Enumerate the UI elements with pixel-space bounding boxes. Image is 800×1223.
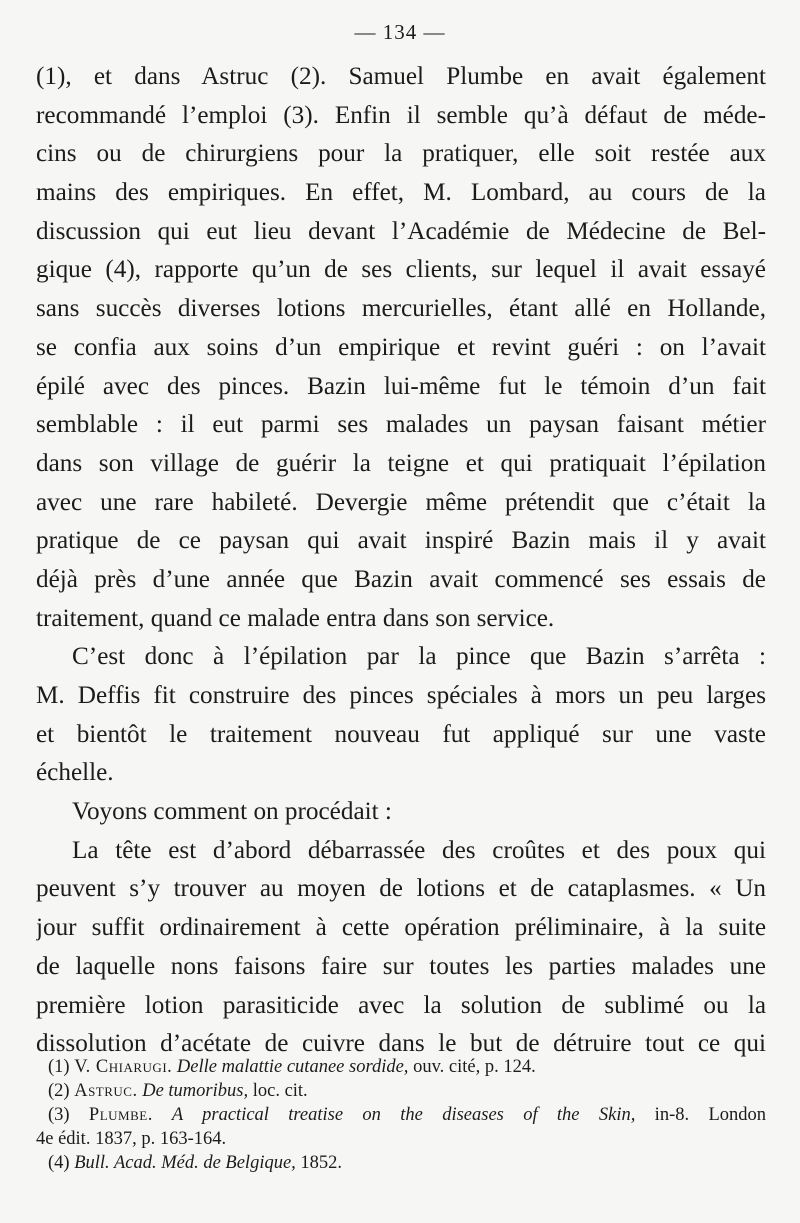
text-line: recommandé l’emploi (3). Enfin il semble qu’à défaut de méde- (36, 101, 766, 129)
footnote (36, 1055, 766, 1079)
footnote (36, 1127, 766, 1151)
text-line: échelle. (36, 759, 114, 787)
text-line: et bientôt le traitement nouveau fut appliqué sur une vaste (36, 720, 766, 748)
footnote (36, 1103, 766, 1127)
text-line: déjà près d’une année que Bazin avait commencé ses essais de (36, 565, 766, 593)
footnote (36, 1151, 766, 1175)
text-line: sans succès diverses lotions mercurielles, étant allé en Hollande, (36, 295, 766, 323)
footnote-marker: (4) (48, 1153, 75, 1173)
body-text (36, 58, 766, 1064)
footnote-marker: (2) (48, 1081, 75, 1101)
footnote-marker: (3) (48, 1105, 89, 1125)
footnotes (36, 1055, 766, 1175)
text-line: dans son village de guérir la teigne et qui pratiquait l’épilation (36, 449, 766, 477)
footnote-citation: loc. cit. (248, 1081, 308, 1101)
text-line: épilé avec des pinces. Bazin lui-même fut le témoin d’un fait (36, 372, 766, 400)
footnote-author: Plumbe. (88, 1105, 153, 1125)
footnote-title: De tumoribus, (137, 1081, 249, 1101)
text-line: C’est donc à l’épilation par la pince que Bazin s’arrêta : (72, 643, 766, 671)
text-line: gique (4), rapporte qu’un de ses clients, sur lequel il avait essayé (36, 256, 766, 284)
text-line: de laquelle nons faisons faire sur toutes les parties malades une (36, 952, 766, 980)
page-number: — 134 — (354, 20, 446, 44)
text-line: pratique de ce paysan qui avait inspiré Bazin mais il y avait (36, 527, 766, 555)
text-line: discussion qui eut lieu devant l’Académie de Médecine de Bel- (36, 217, 766, 245)
text-line: avec une rare habileté. Devergie même prétendit que c’était la (36, 488, 766, 516)
text-line: mains des empiriques. En effet, M. Lombard, au cours de la (36, 179, 766, 207)
footnote-marker: (1) (48, 1057, 75, 1077)
text-line: cins ou de chirurgiens pour la pratiquer, elle soit restée aux (36, 140, 766, 168)
footnote-citation: 4e édit. 1837, p. 163-164. (36, 1129, 227, 1149)
footnote-citation: 1852. (295, 1153, 343, 1173)
footnote-author: Astruc. (74, 1081, 138, 1101)
text-line: M. Deffis fit construire des pinces spéciales à mors un peu larges (36, 682, 766, 709)
text-line: (1), et dans Astruc (2). Samuel Plumbe en avait également (36, 63, 766, 90)
text-line: se confia aux soins d’un empirique et revint guéri : on l’avait (36, 333, 766, 361)
text-line: traitement, quand ce malade entra dans son service. (36, 604, 555, 632)
footnote-citation: in-8. London (635, 1105, 766, 1125)
text-line: première lotion parasiticide avec la solution de sublimé ou la (36, 991, 766, 1019)
text-line: peuvent s’y trouver au moyen de lotions et de cataplasmes. « Un (36, 875, 766, 903)
footnote-title: Bull. Acad. Méd. de Belgique, (74, 1153, 296, 1173)
footnote-title: Delle malattie cutanee sordide, (172, 1057, 409, 1077)
text-line: La tête est d’abord débarrassée des croûtes et des poux qui (72, 836, 766, 864)
footnote-citation: ouv. cité, p. 124. (408, 1057, 536, 1077)
footnote-title: A practical treatise on the diseases of the Skin, (152, 1105, 636, 1125)
text-line: semblable : il eut parmi ses malades un paysan faisant métier (36, 411, 766, 439)
text-line: jour suffit ordinairement à cette opération préliminaire, à la suite (36, 914, 766, 942)
footnote-author: V. Chiarugi. (74, 1057, 173, 1077)
text-line: dissolution d’acétate de cuivre dans le but de détruire tout ce qui (36, 1030, 766, 1058)
text-line: Voyons comment on procédait : (72, 798, 392, 826)
footnote (36, 1079, 766, 1103)
